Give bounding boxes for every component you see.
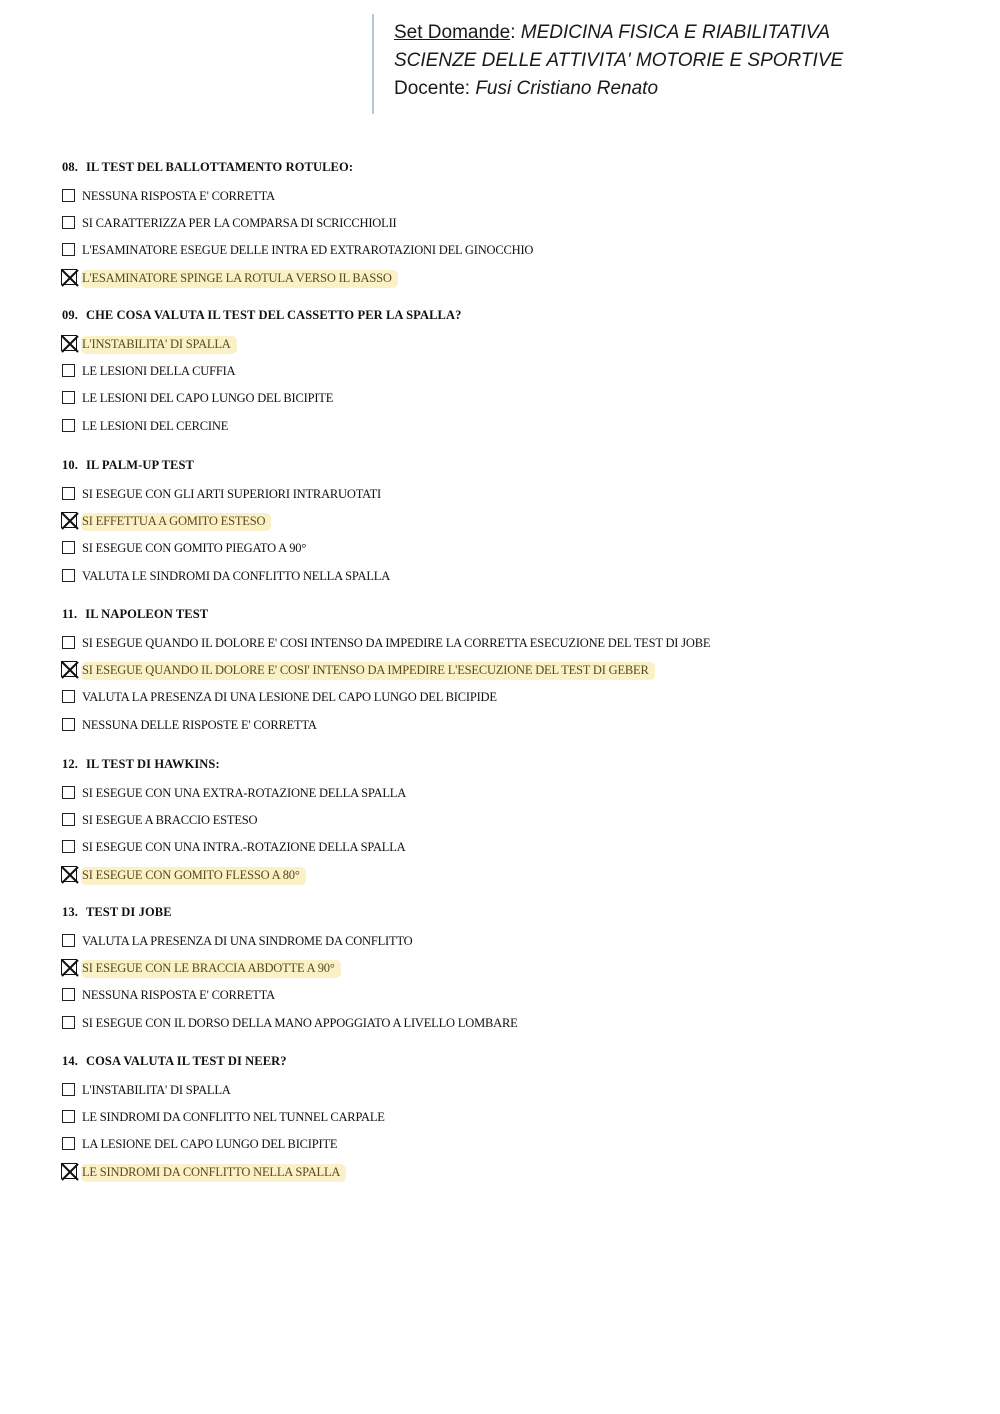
answer-text: NESSUNA RISPOSTA E' CORRETTA [82, 988, 275, 1002]
answer-text: SI ESEGUE CON UNA EXTRA-ROTAZIONE DELLA SPALLA [82, 786, 407, 800]
checkbox[interactable] [62, 364, 75, 377]
question-set-colon: : [510, 22, 516, 43]
answer-text: SI ESEGUE CON GOMITO PIEGATO A 90° [82, 541, 307, 555]
answer-text: NESSUNA DELLE RISPOSTE E' CORRETTA [82, 718, 317, 732]
answer-text: LE SINDROMI DA CONFLITTO NEL TUNNEL CARPALE [82, 1110, 385, 1124]
answer-text: LA LESIONE DEL CAPO LUNGO DEL BICIPITE [82, 1137, 338, 1151]
question-number: 08. [62, 160, 78, 174]
checkbox-checked[interactable] [61, 959, 77, 975]
checkbox[interactable] [62, 487, 75, 500]
question-title [62, 308, 461, 323]
checkbox[interactable] [62, 419, 75, 432]
question-number: 10. [62, 458, 78, 472]
question-title [62, 607, 208, 622]
answer-text: L'INSTABILITA' DI SPALLA [82, 1083, 231, 1097]
checkbox[interactable] [62, 988, 75, 1001]
checkbox-checked[interactable] [61, 269, 77, 285]
question-text: TEST DI JOBE [85, 905, 172, 919]
checkbox-checked[interactable] [61, 1163, 77, 1179]
answer-text: VALUTA LE SINDROMI DA CONFLITTO NELLA SPALLA [82, 569, 391, 583]
question-set-label: Set Domande [394, 22, 511, 43]
answer-text: NESSUNA RISPOSTA E' CORRETTA [82, 189, 275, 203]
answer-text-selected: SI ESEGUE CON GOMITO FLESSO A 80° [81, 867, 306, 885]
answer-text-selected: SI EFFETTUA A GOMITO ESTESO [81, 513, 271, 531]
cross-mark-icon [60, 865, 80, 885]
checkbox[interactable] [62, 541, 75, 554]
question-title [62, 160, 353, 175]
question-title [62, 458, 194, 473]
checkbox[interactable] [62, 569, 75, 582]
checkbox[interactable] [62, 934, 75, 947]
checkbox-checked[interactable] [61, 866, 77, 882]
checkbox[interactable] [62, 718, 75, 731]
checkbox[interactable] [62, 1110, 75, 1123]
answer-text: LE LESIONI DEL CERCINE [82, 419, 229, 433]
question-title [62, 905, 172, 920]
question-text: IL TEST DI HAWKINS: [85, 757, 220, 771]
question-text: IL NAPOLEON TEST [85, 607, 209, 621]
checkbox[interactable] [62, 216, 75, 229]
question-text: CHE COSA VALUTA IL TEST DEL CASSETTO PER LA SPALLA? [85, 308, 462, 322]
answer-text: SI CARATTERIZZA PER LA COMPARSA DI SCRICCHIOLII [82, 216, 397, 230]
answer-text: VALUTA LA PRESENZA DI UNA SINDROME DA CONFLITTO [82, 934, 413, 948]
answer-text: SI ESEGUE QUANDO IL DOLORE E' COSI INTENSO DA IMPEDIRE LA CORRETTA ESECUZIONE DEL TEST DI JOBE [82, 636, 711, 650]
question-text: COSA VALUTA IL TEST DI NEER? [85, 1054, 287, 1068]
question-set-line [394, 22, 830, 44]
answer-text-selected: LE SINDROMI DA CONFLITTO NELLA SPALLA [81, 1164, 346, 1182]
course-title-1: MEDICINA FISICA E RIABILITATIVA [520, 22, 831, 43]
checkbox[interactable] [62, 189, 75, 202]
question-number: 14. [62, 1054, 78, 1068]
checkbox[interactable] [62, 690, 75, 703]
answer-text: SI ESEGUE CON UNA INTRA.-ROTAZIONE DELLA SPALLA [82, 840, 406, 854]
answer-text: VALUTA LA PRESENZA DI UNA LESIONE DEL CAPO LUNGO DEL BICIPIDE [82, 690, 497, 704]
cross-mark-icon [60, 958, 80, 978]
answer-text-selected: L'INSTABILITA' DI SPALLA [81, 336, 237, 354]
checkbox-checked[interactable] [61, 661, 77, 677]
teacher-line [394, 78, 658, 100]
teacher-name: Fusi Cristiano Renato [475, 78, 659, 99]
checkbox[interactable] [62, 1016, 75, 1029]
answer-text: SI ESEGUE A BRACCIO ESTESO [82, 813, 258, 827]
checkbox[interactable] [62, 813, 75, 826]
question-text: IL PALM-UP TEST [85, 458, 194, 472]
document-header [372, 14, 974, 114]
question-number: 09. [62, 308, 78, 322]
cross-mark-icon [60, 660, 80, 680]
checkbox[interactable] [62, 840, 75, 853]
cross-mark-icon [60, 268, 80, 288]
answer-text: LE LESIONI DEL CAPO LUNGO DEL BICIPITE [82, 391, 334, 405]
question-number: 11. [62, 607, 78, 621]
answer-text-selected: SI ESEGUE CON LE BRACCIA ABDOTTE A 90° [81, 960, 341, 978]
question-number: 13. [62, 905, 78, 919]
question-title [62, 1054, 287, 1069]
cross-mark-icon [60, 334, 80, 354]
checkbox[interactable] [62, 636, 75, 649]
question-text: IL TEST DEL BALLOTTAMENTO ROTULEO: [85, 160, 354, 174]
course-title-2: SCIENZE DELLE ATTIVITA' MOTORIE E SPORTIVE [394, 50, 844, 71]
answer-text: SI ESEGUE CON IL DORSO DELLA MANO APPOGGIATO A LIVELLO LOMBARE [82, 1016, 518, 1030]
checkbox[interactable] [62, 786, 75, 799]
answer-text-selected: L'ESAMINATORE SPINGE LA ROTULA VERSO IL BASSO [81, 270, 398, 288]
answer-text: LE LESIONI DELLA CUFFIA [82, 364, 236, 378]
cross-mark-icon [60, 511, 80, 531]
teacher-label: Docente: [394, 78, 471, 99]
checkbox-checked[interactable] [61, 335, 77, 351]
checkbox[interactable] [62, 243, 75, 256]
cross-mark-icon [60, 1162, 80, 1182]
answer-text: SI ESEGUE CON GLI ARTI SUPERIORI INTRARUOTATI [82, 487, 381, 501]
question-number: 12. [62, 757, 78, 771]
checkbox[interactable] [62, 1083, 75, 1096]
answer-text-selected: SI ESEGUE QUANDO IL DOLORE E' COSI' INTENSO DA IMPEDIRE L'ESECUZIONE DEL TEST DI GEBER [81, 662, 655, 680]
checkbox[interactable] [62, 391, 75, 404]
question-title [62, 757, 220, 772]
answer-text: L'ESAMINATORE ESEGUE DELLE INTRA ED EXTRAROTAZIONI DEL GINOCCHIO [82, 243, 534, 257]
checkbox-checked[interactable] [61, 512, 77, 528]
checkbox[interactable] [62, 1137, 75, 1150]
